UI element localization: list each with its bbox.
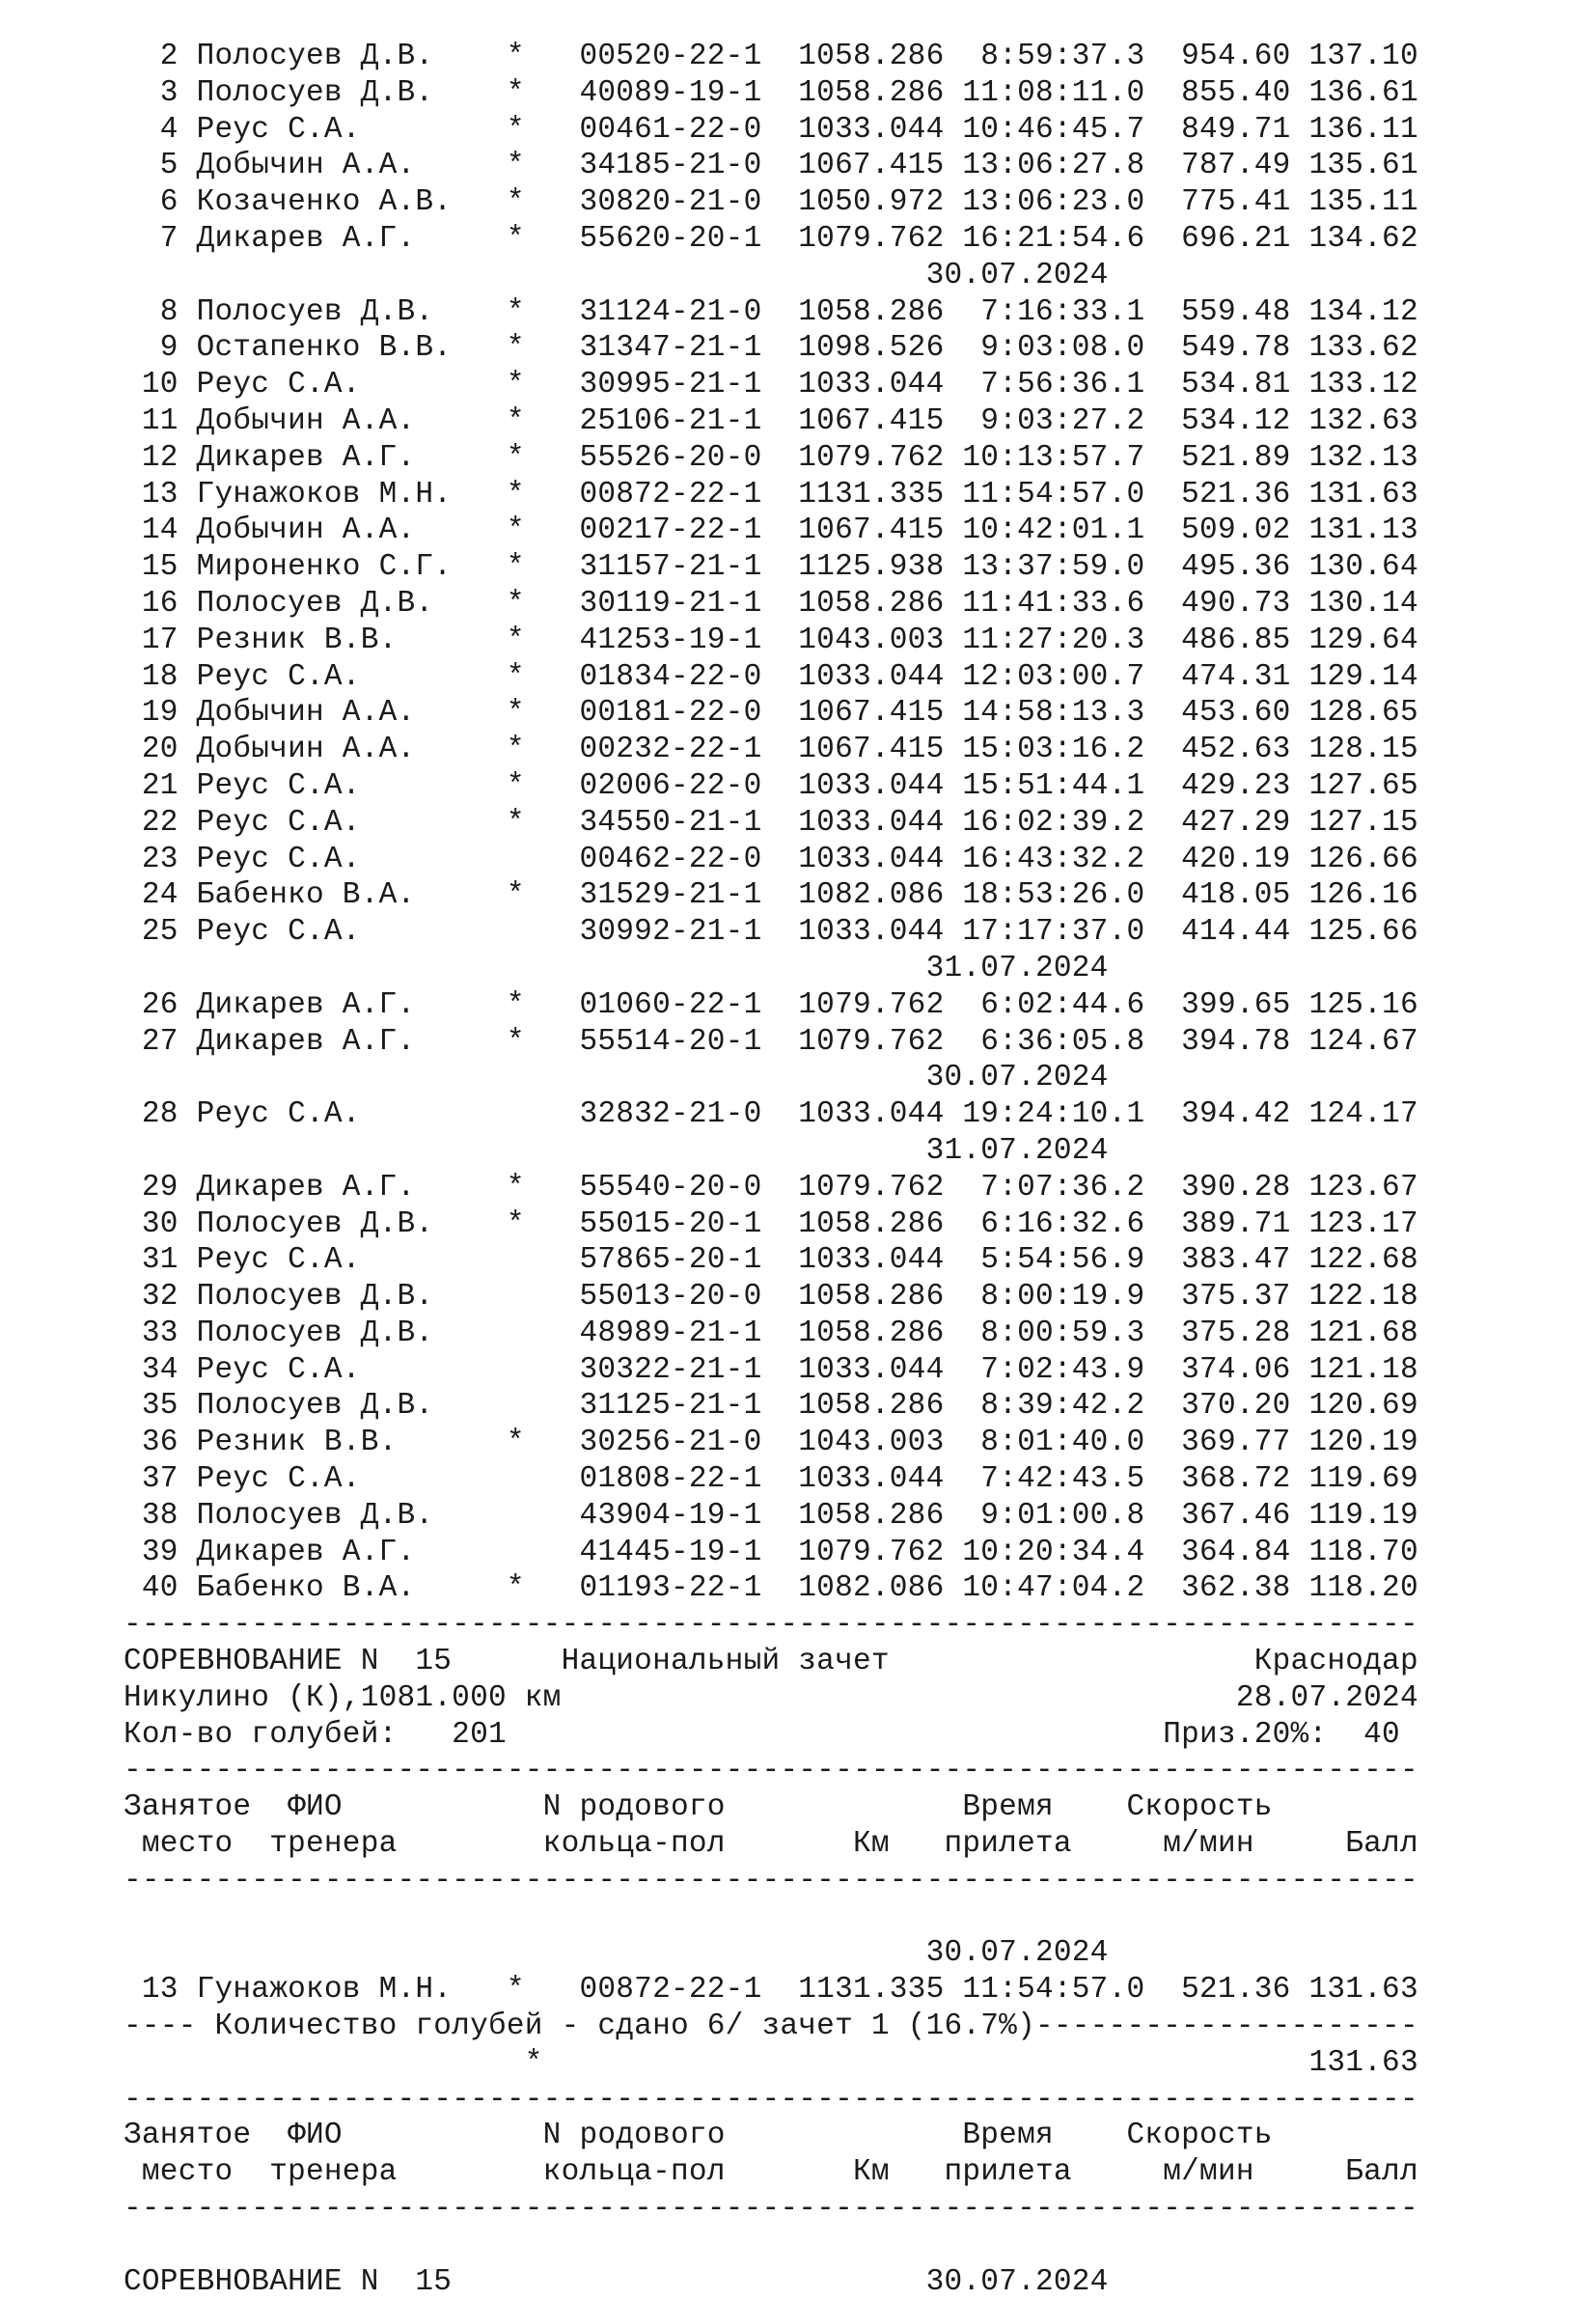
- result-row: 24 Бабенко В.А. * 31529-21-1 1082.086 18:53:26.0 418.05 126.16: [124, 878, 1418, 913]
- result-row: 5 Добычин А.А. * 34185-21-0 1067.415 13:06:27.8 787.49 135.61: [124, 149, 1418, 183]
- header-line: Кол-во голубей: 201 Приз.20%: 40: [124, 1717, 1400, 1752]
- results-printout: [124, 39, 1418, 2300]
- summary-line: ---- Количество голубей - сдано 6/ зачет 1 (16.7%)---------------------: [124, 2009, 1418, 2044]
- result-row: 8 Полосуев Д.В. * 31124-21-0 1058.286 7:16:33.1 559.48 134.12: [124, 294, 1418, 329]
- result-row: 23 Реус С.А. 00462-22-0 1033.044 16:43:32.2 420.19 126.66: [124, 842, 1418, 876]
- result-row: 29 Дикарев А.Г. * 55540-20-0 1079.762 7:07:36.2 390.28 123.67: [124, 1170, 1418, 1205]
- date-line: 30.07.2024: [124, 1936, 1109, 1971]
- date-line: 30.07.2024: [124, 1061, 1109, 1095]
- result-row: 32 Полосуев Д.В. 55013-20-0 1058.286 8:00:19.9 375.37 122.18: [124, 1280, 1418, 1315]
- result-row: 19 Добычин А.А. * 00181-22-0 1067.415 14:58:13.3 453.60 128.65: [124, 696, 1418, 731]
- result-row: 3 Полосуев Д.В. * 40089-19-1 1058.286 11:08:11.0 855.40 136.61: [124, 75, 1418, 110]
- column-header-line: Занятое ФИО N родового Время Скорость: [124, 2119, 1273, 2153]
- result-row: 2 Полосуев Д.В. * 00520-22-1 1058.286 8:59:37.3 954.60 137.10: [124, 40, 1418, 73]
- column-header-line: Занятое ФИО N родового Время Скорость: [124, 1790, 1273, 1825]
- column-header-line: место тренера кольца-пол Км прилета м/мин Балл: [124, 2155, 1418, 2190]
- header-line: СОРЕВНОВАНИЕ N 15 Национальный зачет Краснодар: [124, 1645, 1418, 1679]
- blank-line: [124, 2228, 1418, 2264]
- separator-line: -----------------------------------------------------------------------: [124, 1608, 1418, 1643]
- result-row: 37 Реус С.А. 01808-22-1 1033.044 7:42:43.5 368.72 119.69: [124, 1462, 1418, 1497]
- separator-line: -----------------------------------------------------------------------: [124, 1863, 1418, 1898]
- result-row: 13 Гунажоков М.Н. * 00872-22-1 1131.335 11:54:57.0 521.36 131.63: [124, 477, 1418, 512]
- result-row: 30 Полосуев Д.В. * 55015-20-1 1058.286 6:16:32.6 389.71 123.17: [124, 1206, 1418, 1241]
- separator-line: -----------------------------------------------------------------------: [124, 2082, 1418, 2117]
- result-row: 12 Дикарев А.Г. * 55526-20-0 1079.762 10:13:57.7 521.89 132.13: [124, 440, 1418, 475]
- result-row: 34 Реус С.А. 30322-21-1 1033.044 7:02:43.9 374.06 121.18: [124, 1352, 1418, 1387]
- result-row: 6 Козаченко А.В. * 30820-21-0 1050.972 13:06:23.0 775.41 135.11: [124, 185, 1418, 220]
- separator-line: -----------------------------------------------------------------------: [124, 1754, 1418, 1788]
- result-row: 17 Резник В.В. * 41253-19-1 1043.003 11:27:20.3 486.85 129.64: [124, 623, 1418, 657]
- result-row: 10 Реус С.А. * 30995-21-1 1033.044 7:56:36.1 534.81 133.12: [124, 368, 1418, 402]
- result-row: 14 Добычин А.А. * 00217-22-1 1067.415 10:42:01.1 509.02 131.13: [124, 513, 1418, 548]
- result-row: 18 Реус С.А. * 01834-22-0 1033.044 12:03:00.7 474.31 129.14: [124, 659, 1418, 694]
- blank-line: [124, 1899, 1418, 1936]
- column-header-line: место тренера кольца-пол Км прилета м/мин Балл: [124, 1827, 1418, 1862]
- date-line: 30.07.2024: [124, 258, 1109, 292]
- result-row: 13 Гунажоков М.Н. * 00872-22-1 1131.335 11:54:57.0 521.36 131.63: [124, 1973, 1418, 2008]
- result-row: 7 Дикарев А.Г. * 55620-20-1 1079.762 16:21:54.6 696.21 134.62: [124, 221, 1418, 256]
- result-row: 28 Реус С.А. 32832-21-0 1033.044 19:24:10.1 394.42 124.17: [124, 1097, 1418, 1132]
- total-line: * 131.63: [124, 2045, 1418, 2080]
- result-row: 15 Мироненко С.Г. * 31157-21-1 1125.938 13:37:59.0 495.36 130.64: [124, 550, 1418, 585]
- result-row: 35 Полосуев Д.В. 31125-21-1 1058.286 8:39:42.2 370.20 120.69: [124, 1389, 1418, 1424]
- result-row: 22 Реус С.А. * 34550-21-1 1033.044 16:02:39.2 427.29 127.15: [124, 805, 1418, 840]
- result-row: 40 Бабенко В.А. * 01193-22-1 1082.086 10:47:04.2 362.38 118.20: [124, 1571, 1418, 1606]
- result-row: 9 Остапенко В.В. * 31347-21-1 1098.526 9:03:08.0 549.78 133.62: [124, 331, 1418, 366]
- result-row: 33 Полосуев Д.В. 48989-21-1 1058.286 8:00:59.3 375.28 121.68: [124, 1316, 1418, 1350]
- result-row: 16 Полосуев Д.В. * 30119-21-1 1058.286 11:41:33.6 490.73 130.14: [124, 586, 1418, 621]
- result-row: 38 Полосуев Д.В. 43904-19-1 1058.286 9:01:00.8 367.46 119.19: [124, 1498, 1418, 1533]
- date-line: 31.07.2024: [124, 951, 1109, 985]
- result-row: 31 Реус С.А. 57865-20-1 1033.044 5:54:56.9 383.47 122.68: [124, 1243, 1418, 1278]
- result-row: 27 Дикарев А.Г. * 55514-20-1 1079.762 6:36:05.8 394.78 124.67: [124, 1024, 1418, 1059]
- date-line: 31.07.2024: [124, 1133, 1109, 1168]
- header-line: Никулино (К),1081.000 км 28.07.2024: [124, 1680, 1418, 1715]
- result-row: 4 Реус С.А. * 00461-22-0 1033.044 10:46:45.7 849.71 136.11: [124, 112, 1418, 147]
- separator-line: -----------------------------------------------------------------------: [124, 2192, 1418, 2227]
- result-row: 25 Реус С.А. 30992-21-1 1033.044 17:17:37.0 414.44 125.66: [124, 915, 1418, 950]
- result-row: 20 Добычин А.А. * 00232-22-1 1067.415 15:03:16.2 452.63 128.15: [124, 733, 1418, 767]
- result-row: 39 Дикарев А.Г. 41445-19-1 1079.762 10:20:34.4 364.84 118.70: [124, 1535, 1418, 1569]
- result-row: 11 Добычин А.А. * 25106-21-1 1067.415 9:03:27.2 534.12 132.63: [124, 403, 1418, 438]
- result-row: 36 Резник В.В. * 30256-21-0 1043.003 8:01:40.0 369.77 120.19: [124, 1426, 1418, 1460]
- header-line: СОРЕВНОВАНИЕ N 15 30.07.2024: [124, 2264, 1109, 2299]
- result-row: 26 Дикарев А.Г. * 01060-22-1 1079.762 6:02:44.6 399.65 125.16: [124, 987, 1418, 1022]
- result-row: 21 Реус С.А. * 02006-22-0 1033.044 15:51:44.1 429.23 127.65: [124, 768, 1418, 803]
